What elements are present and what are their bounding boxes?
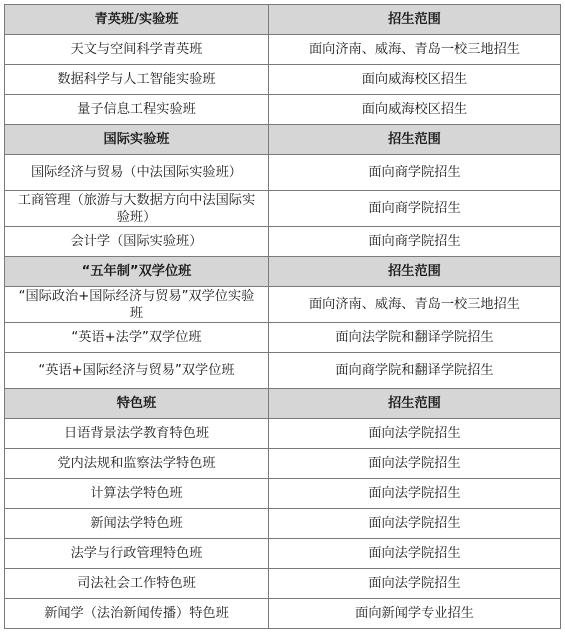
program-cell: 会计学（国际实验班） <box>5 227 269 257</box>
program-cell: 党内法规和监察法学特色班 <box>5 449 269 479</box>
section-header-scope: 招生范围 <box>269 257 561 287</box>
section-header-row <box>5 389 561 419</box>
table-row <box>5 65 561 95</box>
section-header-row <box>5 5 561 35</box>
program-cell: 新闻法学特色班 <box>5 509 269 539</box>
program-cell: 法学与行政管理特色班 <box>5 539 269 569</box>
table-row <box>5 569 561 599</box>
scope-cell: 面向法学院招生 <box>269 569 561 599</box>
section-header-scope: 招生范围 <box>269 389 561 419</box>
program-cell: 计算法学特色班 <box>5 479 269 509</box>
program-cell: 司法社会工作特色班 <box>5 569 269 599</box>
section-header-program: 青英班/实验班 <box>5 5 269 35</box>
table-row <box>5 353 561 389</box>
program-cell: 新闻学（法治新闻传播）特色班 <box>5 599 269 629</box>
table-row <box>5 191 561 227</box>
scope-cell: 面向新闻学专业招生 <box>269 599 561 629</box>
scope-cell: 面向威海校区招生 <box>269 65 561 95</box>
scope-cell: 面向法学院招生 <box>269 509 561 539</box>
program-cell: “国际政治+国际经济与贸易”双学位实验班 <box>5 287 269 323</box>
scope-cell: 面向商学院招生 <box>269 227 561 257</box>
scope-cell: 面向法学院招生 <box>269 479 561 509</box>
table-row <box>5 449 561 479</box>
table-row <box>5 323 561 353</box>
scope-cell: 面向法学院招生 <box>269 449 561 479</box>
section-header-scope: 招生范围 <box>269 125 561 155</box>
section-header-program: 特色班 <box>5 389 269 419</box>
scope-cell: 面向商学院招生 <box>269 155 561 191</box>
section-header-row <box>5 257 561 287</box>
program-cell: 工商管理（旅游与大数据方向中法国际实验班） <box>5 191 269 227</box>
program-cell: “英语+国际经济与贸易”双学位班 <box>5 353 269 389</box>
program-cell: “英语+法学”双学位班 <box>5 323 269 353</box>
section-header-program: 国际实验班 <box>5 125 269 155</box>
scope-cell: 面向法学院招生 <box>269 419 561 449</box>
table-row <box>5 419 561 449</box>
table-row <box>5 287 561 323</box>
program-cell: 国际经济与贸易（中法国际实验班） <box>5 155 269 191</box>
section-header-row <box>5 125 561 155</box>
program-cell: 日语背景法学教育特色班 <box>5 419 269 449</box>
table-row <box>5 155 561 191</box>
table-row <box>5 539 561 569</box>
scope-cell: 面向法学院招生 <box>269 539 561 569</box>
scope-cell: 面向济南、威海、青岛一校三地招生 <box>269 35 561 65</box>
program-cell: 量子信息工程实验班 <box>5 95 269 125</box>
table-row <box>5 227 561 257</box>
scope-cell: 面向商学院和翻译学院招生 <box>269 353 561 389</box>
program-cell: 天文与空间科学青英班 <box>5 35 269 65</box>
scope-cell: 面向商学院招生 <box>269 191 561 227</box>
section-header-program: “五年制”双学位班 <box>5 257 269 287</box>
table-row <box>5 599 561 629</box>
table-row <box>5 509 561 539</box>
table-row <box>5 35 561 65</box>
admissions-table <box>4 4 561 629</box>
program-cell: 数据科学与人工智能实验班 <box>5 65 269 95</box>
scope-cell: 面向威海校区招生 <box>269 95 561 125</box>
scope-cell: 面向法学院和翻译学院招生 <box>269 323 561 353</box>
table-row <box>5 95 561 125</box>
section-header-scope: 招生范围 <box>269 5 561 35</box>
scope-cell: 面向济南、威海、青岛一校三地招生 <box>269 287 561 323</box>
table-row <box>5 479 561 509</box>
